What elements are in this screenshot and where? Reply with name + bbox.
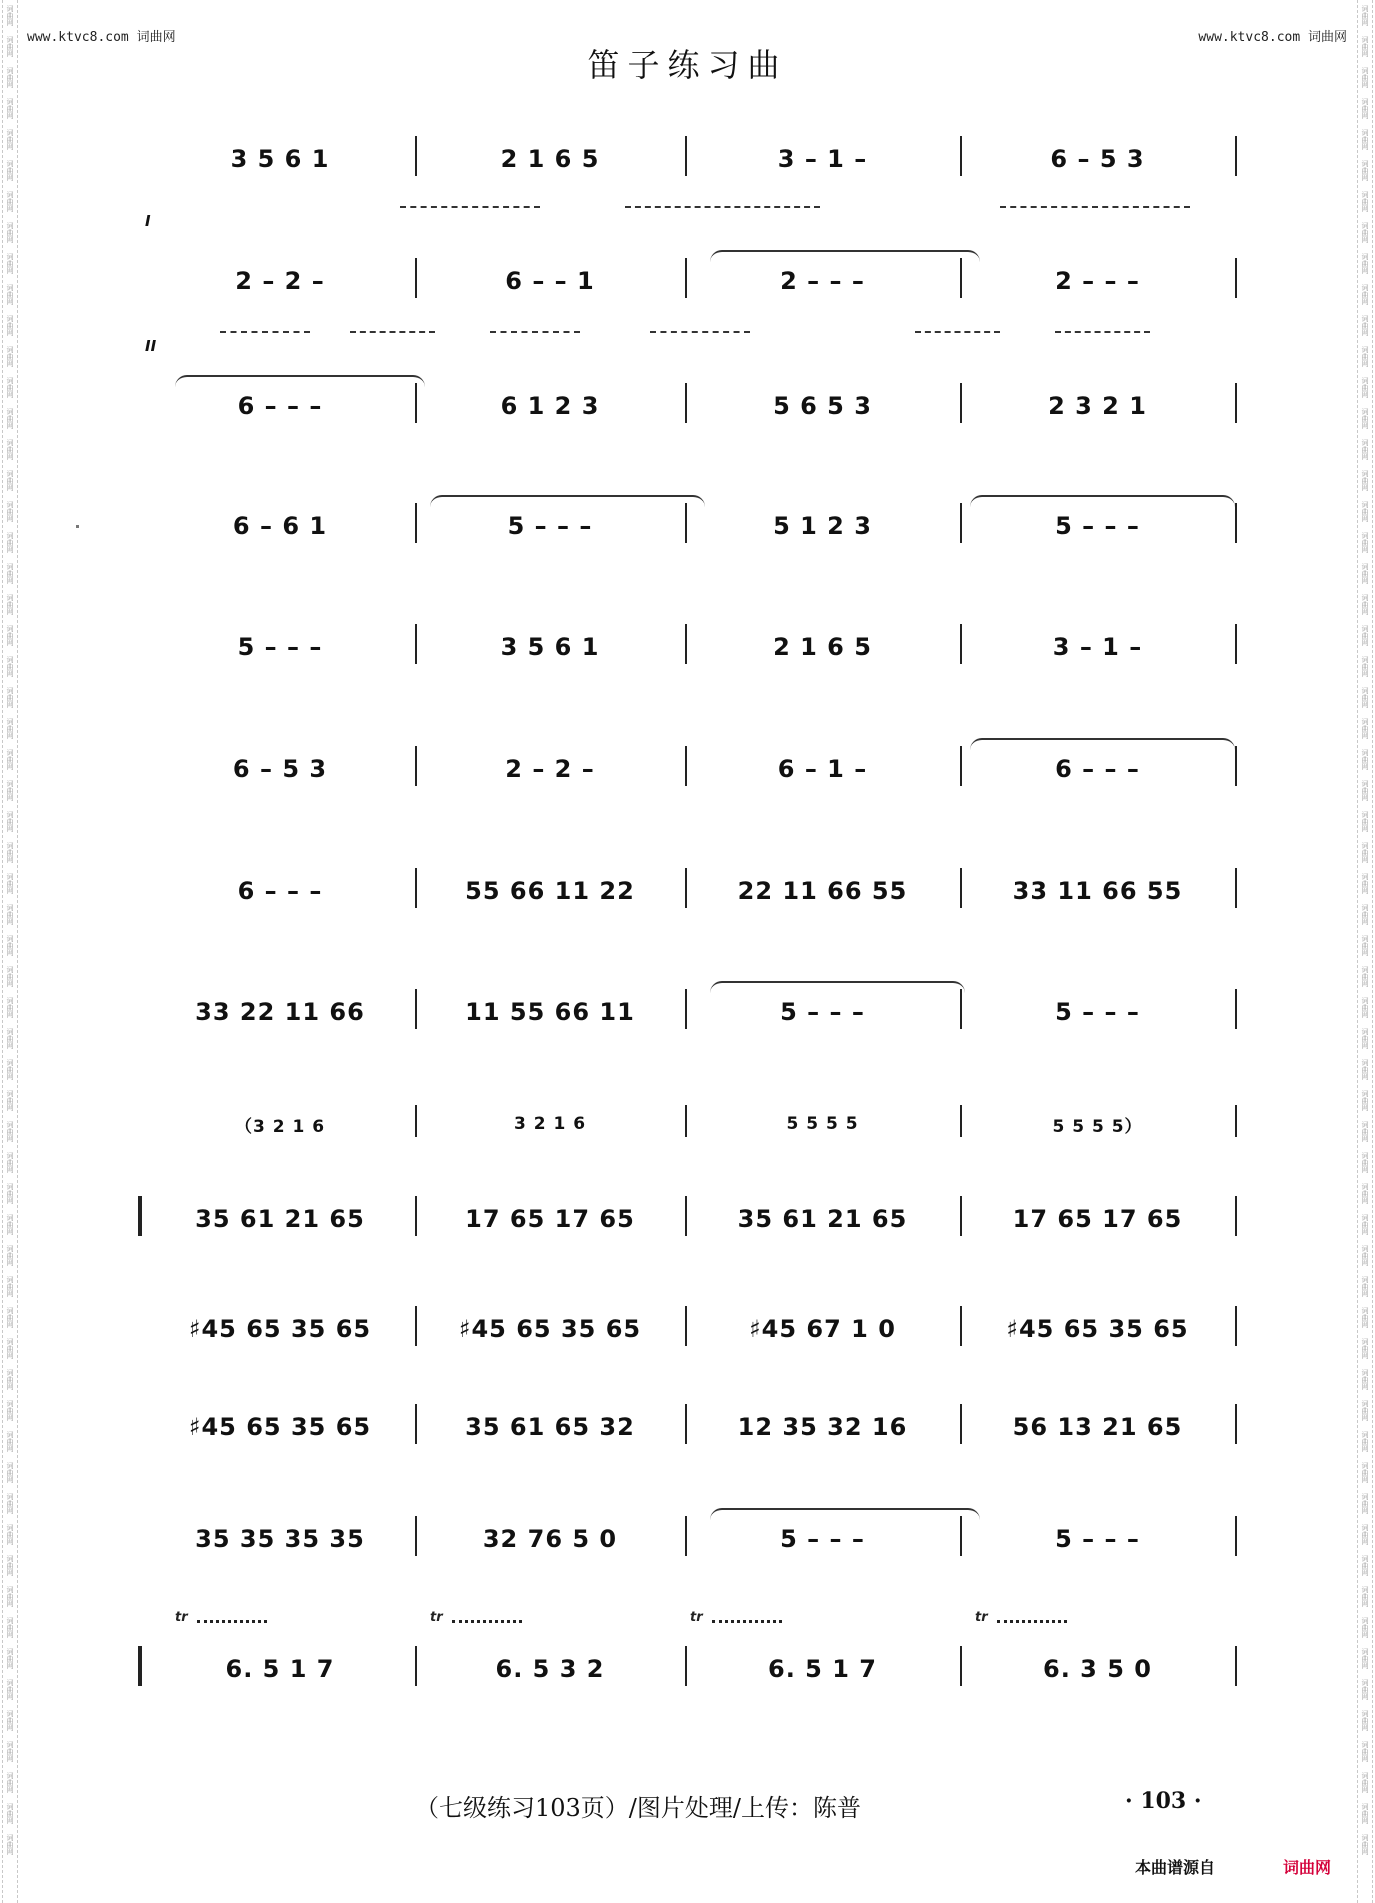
page-number: · 103 · <box>1125 1788 1202 1814</box>
bar-line <box>415 1516 417 1556</box>
measure: ♯45 67 1 0 <box>749 1315 896 1343</box>
measure: 2 3 2 1 <box>1048 392 1147 420</box>
volta-bracket-line <box>915 331 1000 333</box>
measure: 17 65 17 65 <box>1012 1205 1183 1233</box>
bar-line <box>960 1196 962 1236</box>
measure: 12 35 32 16 <box>737 1413 908 1441</box>
footer-caption: （七级练习103页）/图片处理/上传：陈普 <box>415 1794 861 1822</box>
bar-line <box>960 1306 962 1346</box>
measure: 3 2 1 6 <box>513 1114 587 1134</box>
measure: 35 35 35 35 <box>195 1525 365 1553</box>
score-row <box>145 212 1240 302</box>
bar-line <box>1235 1646 1237 1686</box>
bar-line <box>685 1105 687 1137</box>
bar-line <box>1235 136 1237 176</box>
measure: 3 – 1 – <box>777 145 868 173</box>
tie-slur <box>430 495 705 507</box>
volta-bracket-line <box>350 331 435 333</box>
measure: 55 66 11 22 <box>465 877 635 905</box>
repeat-start-bar <box>138 1196 142 1236</box>
trill-wave <box>197 1620 267 1623</box>
measure: 2 1 6 5 <box>773 633 872 661</box>
bar-line <box>415 624 417 664</box>
measure: 33 11 66 55 <box>1012 877 1183 905</box>
bar-line <box>685 1516 687 1556</box>
measure: 35 61 21 65 <box>195 1205 365 1233</box>
bar-line <box>960 1646 962 1686</box>
site-url-right: www.ktvc8.com 词曲网 <box>1198 30 1347 45</box>
tie-slur <box>710 1508 980 1520</box>
measure: 2 – – – <box>1055 267 1140 295</box>
bar-line <box>415 258 417 298</box>
bar-line <box>685 383 687 423</box>
trill-mark: tr <box>975 1610 988 1625</box>
bar-line <box>685 1404 687 1444</box>
score-row <box>150 130 1240 180</box>
bar-line <box>685 868 687 908</box>
bar-line <box>685 1646 687 1686</box>
measure: 6 1 2 3 <box>500 392 600 420</box>
repeat-start-bar <box>138 1646 142 1686</box>
volta-bracket-line <box>220 331 310 333</box>
bar-line <box>415 383 417 423</box>
volta-bracket-line <box>625 206 820 208</box>
bar-line <box>1235 868 1237 908</box>
trill-wave <box>712 1620 782 1623</box>
bar-line <box>960 746 962 786</box>
trill-mark: tr <box>690 1610 703 1625</box>
measure: 6. 5 1 7 <box>768 1655 877 1683</box>
bar-line <box>960 503 962 543</box>
volta-label: II <box>145 337 157 355</box>
score-row <box>150 740 1240 790</box>
right-watermark-strip: 词曲网 词曲网 词曲网 词曲网 词曲网 词曲网 词曲网 词曲网 词曲网 词曲网 词曲网 词曲网 词曲网 词曲网 词曲网 词曲网 词曲网 词曲网 词曲网 词曲网 词曲网 词曲网 词曲网 词曲网 词曲网 词曲网 词曲网 词曲网 词曲网 词曲网 词曲网 词曲网 词曲网 词曲网 词曲网 词曲网 词曲网 词曲网 词曲网 词曲网 词曲网 词曲网 词曲网 词曲网 词曲网 词曲网 词曲网 词曲网 词曲网 词曲网 词曲网 词曲网 词曲网 词曲网 词曲网 词曲网 词曲网 词曲网 词曲网 词曲网 <box>1357 0 1373 1903</box>
trill-mark: tr <box>430 1610 443 1625</box>
bar-line <box>960 258 962 298</box>
bar-line <box>415 1404 417 1444</box>
measure: 3 – 1 – <box>1052 633 1143 661</box>
measure: ♯45 65 35 65 <box>458 1315 642 1343</box>
bar-line <box>685 136 687 176</box>
measure: 2 1 6 5 <box>500 145 600 173</box>
score-row <box>150 1190 1240 1240</box>
measure: 3 5 6 1 <box>500 633 600 661</box>
volta-label: I <box>145 212 151 230</box>
source-credit: 本曲谱源自 <box>1135 1858 1216 1877</box>
score-row <box>150 1300 1240 1350</box>
measure: 5 – – – <box>507 512 593 540</box>
score-row <box>150 1398 1240 1448</box>
bar-line <box>415 136 417 176</box>
measure: 2 – 2 – <box>235 267 325 295</box>
measure: 5 – – – <box>1055 998 1140 1026</box>
bar-line <box>415 868 417 908</box>
bar-line <box>960 868 962 908</box>
tie-slur <box>970 738 1235 750</box>
source-brand: 词曲网 <box>1283 1858 1332 1877</box>
bar-line <box>1235 503 1237 543</box>
bar-line <box>685 1196 687 1236</box>
measure: 5 – – – <box>780 998 865 1026</box>
measure: 17 65 17 65 <box>465 1205 635 1233</box>
tie-slur <box>710 250 980 262</box>
score-row <box>150 983 1240 1033</box>
score-row <box>150 1095 1240 1145</box>
measure: 5 – – – <box>237 633 323 661</box>
measure: 2 – 2 – <box>505 755 595 783</box>
measure: 56 13 21 65 <box>1012 1413 1183 1441</box>
score-row <box>150 497 1240 547</box>
measure: 6. 5 3 2 <box>495 1655 605 1683</box>
measure: 6 – – 1 <box>505 267 595 295</box>
bar-line <box>415 503 417 543</box>
volta-bracket-line <box>400 206 540 208</box>
stray-dot <box>76 525 79 528</box>
measure: 5 – – – <box>1055 512 1140 540</box>
score-row <box>150 862 1240 912</box>
bar-line <box>685 258 687 298</box>
bar-line <box>1235 624 1237 664</box>
bar-line <box>960 136 962 176</box>
measure: 6 – 1 – <box>777 755 868 783</box>
bar-line <box>1235 258 1237 298</box>
measure: 35 61 65 32 <box>465 1413 635 1441</box>
bar-line <box>415 989 417 1029</box>
volta-bracket-line <box>650 331 750 333</box>
bar-line <box>1235 1404 1237 1444</box>
measure: （3 2 1 6 <box>234 1116 326 1137</box>
bar-line <box>1235 1105 1237 1137</box>
measure: ♯45 65 35 65 <box>188 1413 372 1441</box>
measure: 11 55 66 11 <box>465 998 635 1026</box>
score-row <box>150 1610 1240 1690</box>
trill-mark: tr <box>175 1610 188 1625</box>
measure: 33 22 11 66 <box>195 998 365 1026</box>
measure: 6 – 6 1 <box>232 512 328 540</box>
score-row <box>145 337 1240 427</box>
bar-line <box>685 989 687 1029</box>
site-url-left: www.ktvc8.com 词曲网 <box>27 30 176 45</box>
measure: 6 – – – <box>237 877 323 905</box>
measure: 5 5 5 5） <box>1052 1116 1143 1137</box>
measure: 5 6 5 3 <box>773 392 872 420</box>
trill-wave <box>452 1620 522 1623</box>
bar-line <box>960 1105 962 1137</box>
bar-line <box>1235 1516 1237 1556</box>
measure: 6 – 5 3 <box>232 755 328 783</box>
bar-line <box>960 989 962 1029</box>
bar-line <box>1235 989 1237 1029</box>
measure: 22 11 66 55 <box>737 877 908 905</box>
bar-line <box>1235 383 1237 423</box>
left-watermark-strip: 词曲网 词曲网 词曲网 词曲网 词曲网 词曲网 词曲网 词曲网 词曲网 词曲网 词曲网 词曲网 词曲网 词曲网 词曲网 词曲网 词曲网 词曲网 词曲网 词曲网 词曲网 词曲网 词曲网 词曲网 词曲网 词曲网 词曲网 词曲网 词曲网 词曲网 词曲网 词曲网 词曲网 词曲网 词曲网 词曲网 词曲网 词曲网 词曲网 词曲网 词曲网 词曲网 词曲网 词曲网 词曲网 词曲网 词曲网 词曲网 词曲网 词曲网 词曲网 词曲网 词曲网 词曲网 词曲网 词曲网 词曲网 词曲网 词曲网 词曲网 <box>2 0 18 1903</box>
measure: 6. 5 1 7 <box>225 1655 335 1683</box>
tie-slur <box>970 495 1235 507</box>
measure: ♯45 65 35 65 <box>1006 1315 1189 1343</box>
bar-line <box>415 1306 417 1346</box>
bar-line <box>1235 746 1237 786</box>
bar-line <box>1235 1306 1237 1346</box>
measure: 5 1 2 3 <box>773 512 872 540</box>
volta-bracket-line <box>490 331 580 333</box>
bar-line <box>1235 1196 1237 1236</box>
score-row <box>150 618 1240 668</box>
measure: 6 – – – <box>1055 755 1140 783</box>
bar-line <box>415 1105 417 1137</box>
tie-slur <box>710 981 965 993</box>
measure: 32 76 5 0 <box>482 1525 618 1553</box>
bar-line <box>960 1516 962 1556</box>
bar-line <box>415 1196 417 1236</box>
volta-bracket-line <box>1000 206 1190 208</box>
bar-line <box>960 383 962 423</box>
bar-line <box>960 624 962 664</box>
bar-line <box>415 746 417 786</box>
measure: 6 – – – <box>237 392 323 420</box>
bar-line <box>685 746 687 786</box>
bar-line <box>685 624 687 664</box>
measure: ♯45 65 35 65 <box>188 1315 372 1343</box>
measure: 35 61 21 65 <box>737 1205 908 1233</box>
measure: 6. 3 5 0 <box>1043 1655 1152 1683</box>
score-row <box>150 1510 1240 1560</box>
volta-bracket-line <box>1055 331 1150 333</box>
bar-line <box>685 503 687 543</box>
measure: 5 5 5 5 <box>786 1114 859 1134</box>
bar-line <box>685 1306 687 1346</box>
bar-line <box>960 1404 962 1444</box>
measure: 5 – – – <box>780 1525 865 1553</box>
measure: 3 5 6 1 <box>230 145 330 173</box>
measure: 2 – – – <box>780 267 865 295</box>
bar-line <box>415 1646 417 1686</box>
trill-wave <box>997 1620 1067 1623</box>
measure: 6 – 5 3 <box>1050 145 1145 173</box>
measure: 5 – – – <box>1055 1525 1140 1553</box>
score-title: 笛子练习曲 <box>587 46 788 84</box>
tie-slur <box>175 375 425 387</box>
